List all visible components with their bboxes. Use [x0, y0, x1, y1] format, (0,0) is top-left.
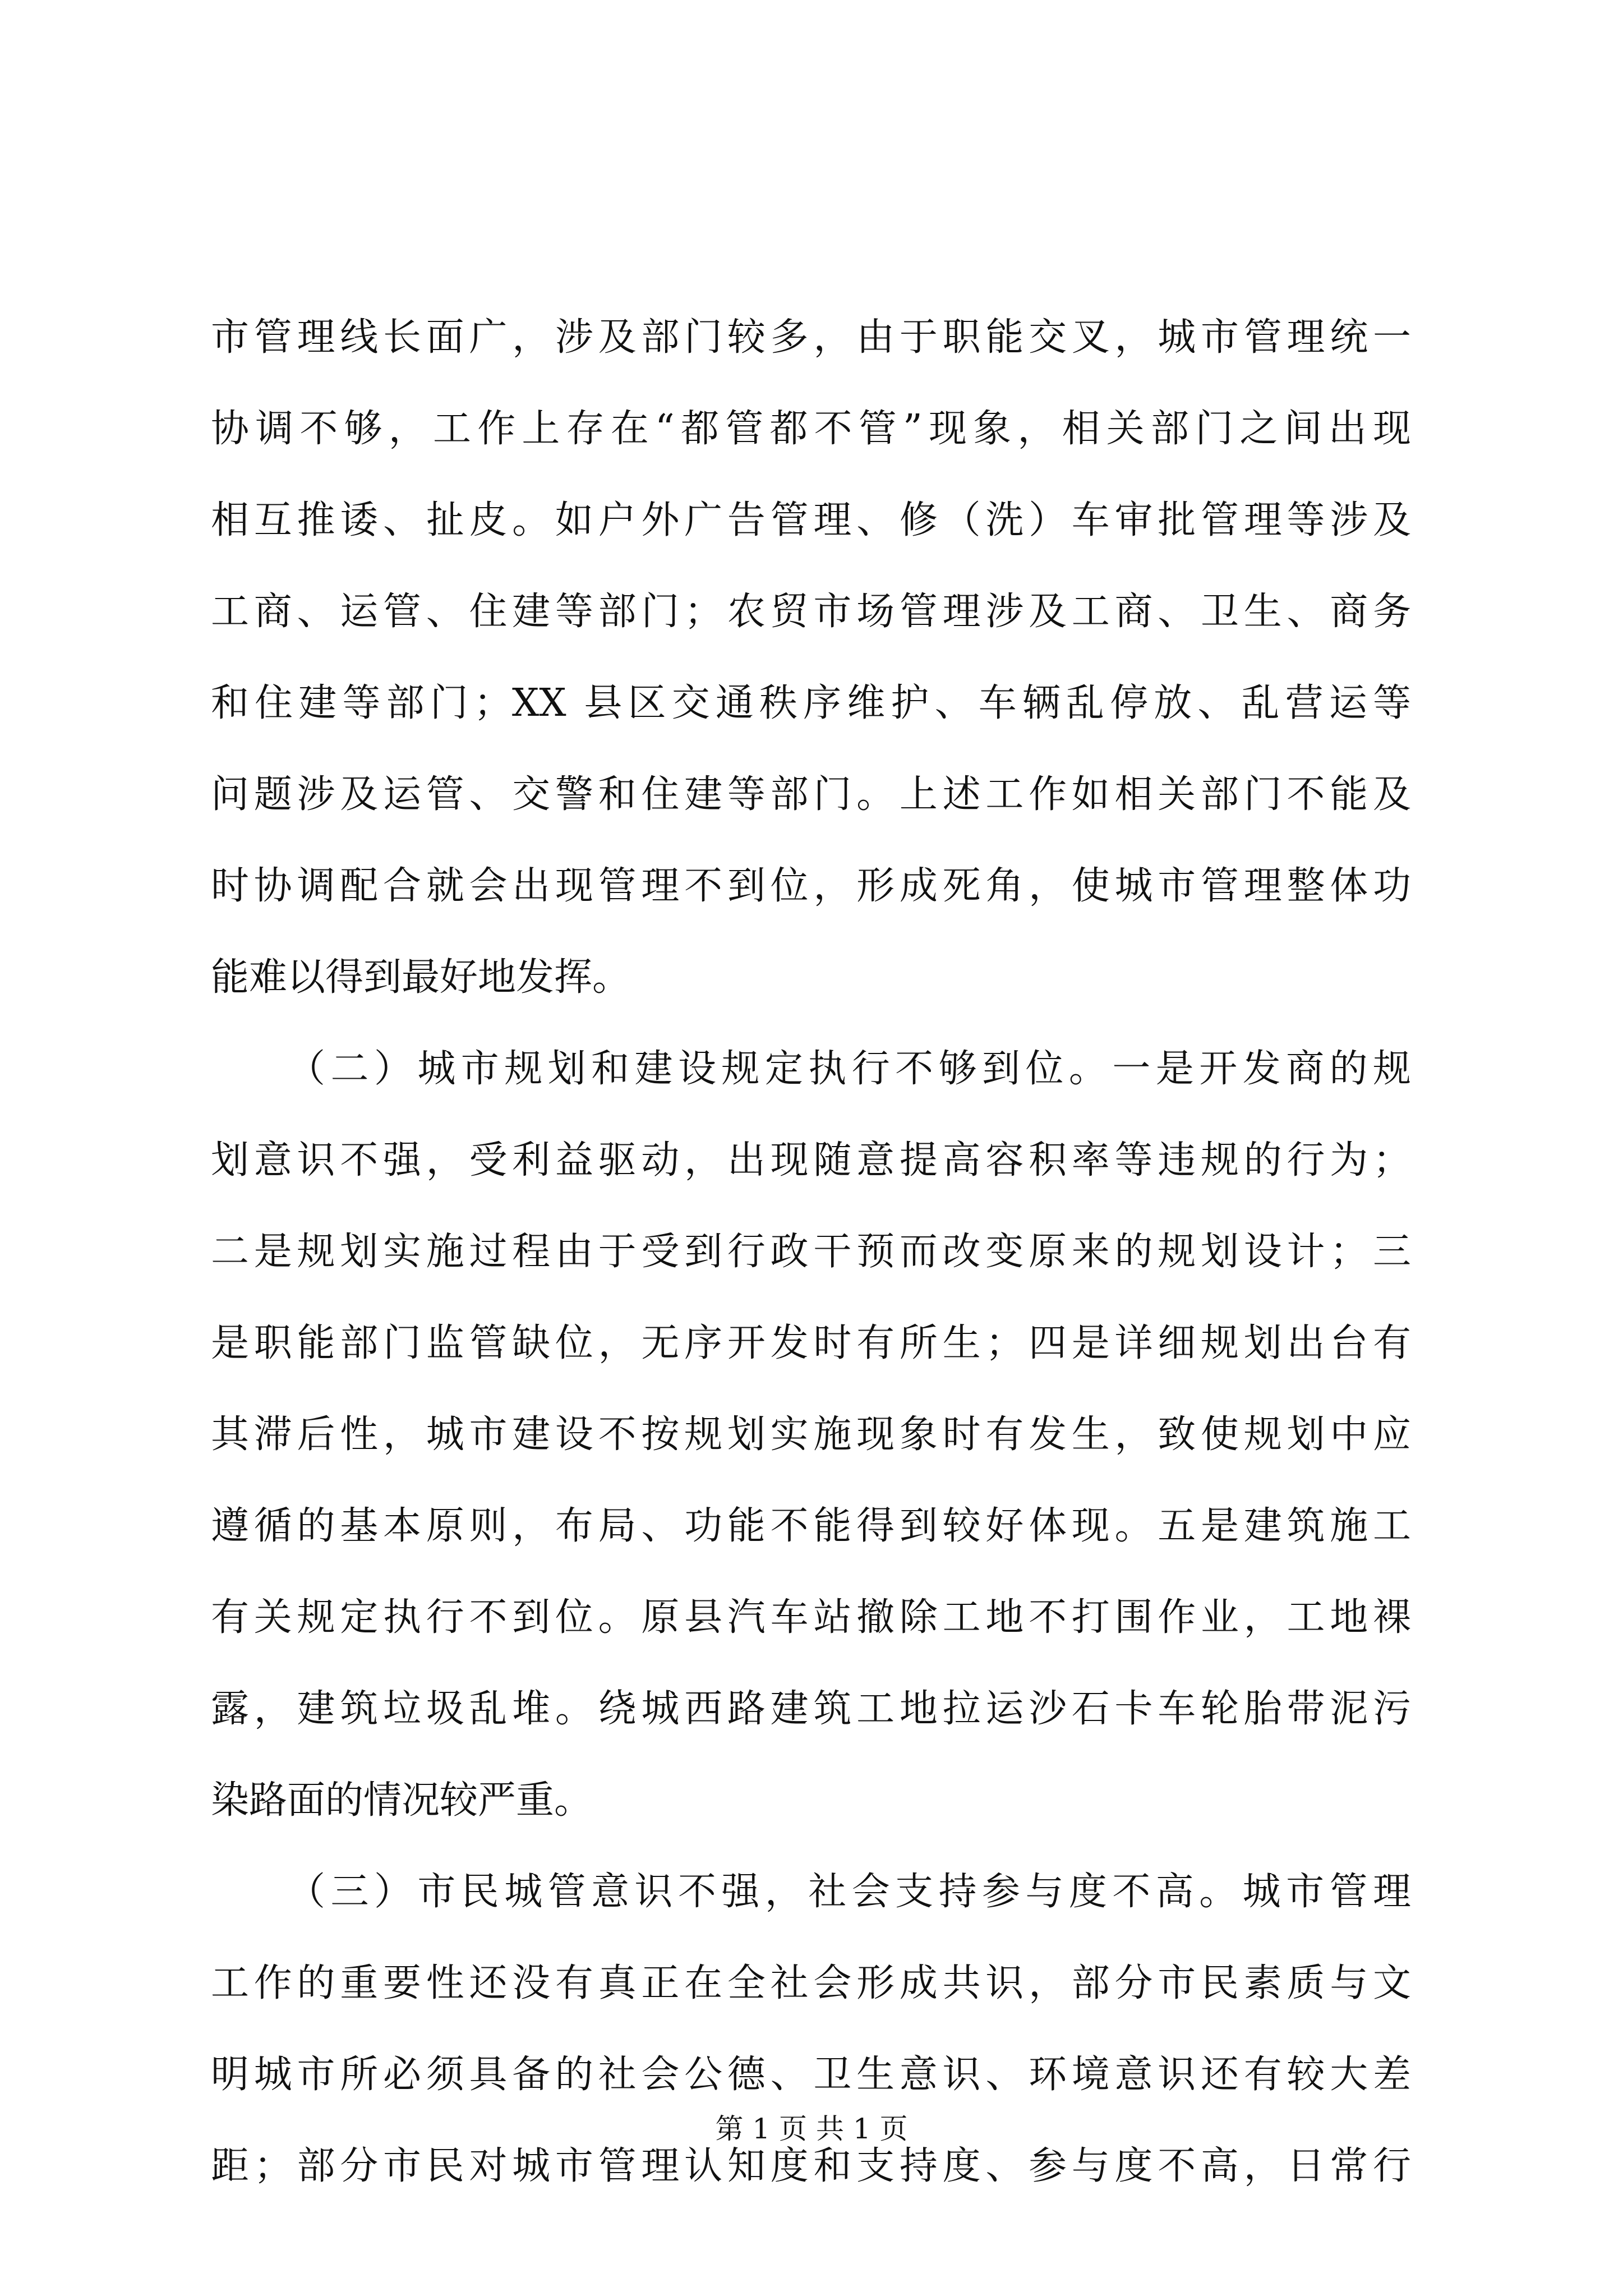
paragraph-line: 距；部分市民对城市管理认知度和支持度、参与度不高，日常行 [211, 2144, 1411, 2188]
paragraph-line: 其滞后性，城市建设不按规划实施现象时有发生，致使规划中应 [211, 1412, 1411, 1457]
paragraph-line: 和住建等部门；XX 县区交通秩序维护、车辆乱停放、乱营运等 [211, 681, 1411, 725]
page-footer: 第 1 页 共 1 页 [715, 2113, 908, 2145]
paragraph-line: 有关规定执行不到位。原县汽车站撤除工地不打围作业，工地裸 [211, 1595, 1411, 1640]
paragraph-line: 染路面的情况较严重。 [211, 1778, 593, 1823]
document-body [211, 292, 1411, 2212]
paragraph-line: 能难以得到最好地发挥。 [211, 955, 631, 1000]
paragraph-line: 协调不够，工作上存在“都管都不管”现象，相关部门之间出现 [211, 407, 1411, 451]
paragraph-line: 时协调配合就会出现管理不到位，形成死角，使城市管理整体功 [211, 864, 1411, 908]
paragraph-line: 市管理线长面广，涉及部门较多，由于职能交叉，城市管理统一 [211, 315, 1411, 360]
paragraph-line: 相互推诿、扯皮。如户外广告管理、修（洗）车审批管理等涉及 [211, 498, 1411, 542]
paragraph-line: 遵循的基本原则，布局、功能不能得到较好体现。五是建筑施工 [211, 1504, 1411, 1548]
paragraph-line: 划意识不强，受利益驱动，出现随意提高容积率等违规的行为； [211, 1138, 1411, 1182]
section-heading-line: （三）市民城管意识不强，社会支持参与度不高。城市管理 [287, 1870, 1411, 1914]
paragraph-line: 露，建筑垃圾乱堆。绕城西路建筑工地拉运沙石卡车轮胎带泥污 [211, 1687, 1411, 1731]
paragraph-line: 二是规划实施过程由于受到行政干预而改变原来的规划设计；三 [211, 1230, 1411, 1274]
paragraph-line: 工商、运管、住建等部门；农贸市场管理涉及工商、卫生、商务 [211, 590, 1411, 634]
paragraph-line: 明城市所必须具备的社会公德、卫生意识、环境意识还有较大差 [211, 2053, 1411, 2097]
section-heading-line: （二）城市规划和建设规定执行不够到位。一是开发商的规 [287, 1047, 1411, 1091]
paragraph-line: 工作的重要性还没有真正在全社会形成共识，部分市民素质与文 [211, 1961, 1411, 2005]
paragraph-line: 是职能部门监管缺位，无序开发时有所生；四是详细规划出台有 [211, 1321, 1411, 1365]
paragraph-line: 问题涉及运管、交警和住建等部门。上述工作如相关部门不能及 [211, 772, 1411, 817]
